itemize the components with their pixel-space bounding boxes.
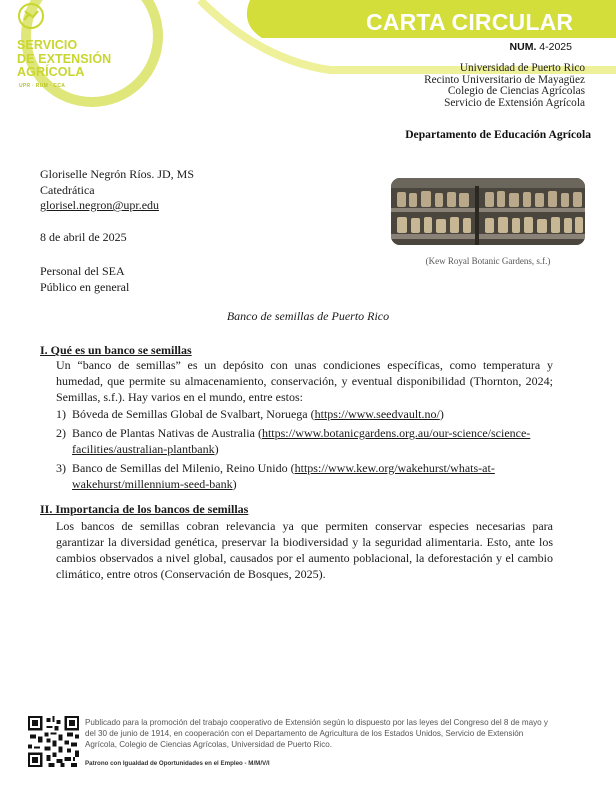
institution-line: Recinto Universitario de Mayagüez — [424, 73, 585, 86]
department-name: Departamento de Educación Agrícola — [405, 128, 591, 141]
list-item-close: ) — [439, 407, 444, 421]
institution-block — [424, 63, 585, 109]
num-value: 4-2025 — [539, 41, 572, 53]
list-item — [56, 425, 556, 457]
logo-line: DE EXTENSIÓN — [17, 51, 112, 66]
list-item-text: Banco de Plantas Nativas de Australia ( — [72, 426, 262, 440]
institution-line: Servicio de Extensión Agrícola — [444, 96, 585, 109]
section-paragraph: Los bancos de semillas cobran relevancia ya que permiten conservar especies necesarias para garantizar la diversidad genética, preservar la biodiversidad y la seguridad alimentaria. Esto, ante los cambios observados a nivel global, causados por el aumento poblacional, la deforestación y el cambio climático, entre otros (Conservación de Bosques, 2025). — [56, 519, 553, 581]
author-role: Catedrática — [40, 182, 95, 197]
institution-line: Colegio de Ciencias Agrícolas — [447, 85, 585, 97]
section-heading: I. Qué es un banco se semillas — [40, 343, 192, 357]
audience-line: Público en general — [40, 280, 130, 294]
audience-block — [40, 263, 129, 295]
list-item-number: 1) — [56, 407, 66, 421]
seed-bank-photo — [391, 178, 585, 245]
list-item — [56, 406, 556, 422]
list-item-link[interactable]: https://www.seedvault.no/ — [314, 407, 440, 421]
seed-bank-list — [56, 406, 556, 495]
list-item-link[interactable]: https://www.kew.org/wakehurst/whats-at-wakehurst/millennium-seed-bank — [72, 461, 495, 491]
equal-opportunity-note: Patrono con Igualdad de Oportunidades en el Empleo - M/M/V/I — [85, 760, 270, 767]
document-title: Banco de semillas de Puerto Rico — [226, 309, 390, 323]
list-item-number: 3) — [56, 461, 66, 475]
list-item-text: Bóveda de Semillas Global de Svalbart, Noruega ( — [72, 407, 315, 421]
list-item — [56, 460, 556, 492]
logo-subtitle: UPR · RUM · CCA — [19, 83, 66, 89]
qr-code-icon — [28, 716, 79, 767]
logo-wordmark — [17, 39, 111, 80]
logo-line: SERVICIO — [17, 38, 78, 52]
section-paragraph: Un “banco de semillas” es un depósito con unas condiciones específicas, como temperatura y humedad, que permite su almacenamiento, conservación, y eventual disponibilidad (Thornton, 2024; Semillas, s.f.). Hay varios en el mundo, entre estos: — [56, 358, 553, 404]
section-heading: II. Importancia de los bancos de semillas — [40, 502, 249, 516]
footer-legal-text: Publicado para la promoción del trabajo cooperativo de Extensión según lo dispuesto por las leyes del Congreso del 8 de mayo y del 30 de junio de 1914, en cooperación con el Departamento de Agricultura de los Estados Unidos, Servicio de Extensión Agrícola, Colegio de Ciencias Agrícolas, Universidad de Puerto Rico. — [85, 718, 548, 749]
document-type-title: CARTA CIRCULAR — [366, 9, 574, 35]
author-name: Gloriselle Negrón Ríos. JD, MS — [40, 167, 194, 181]
audience-line: Personal del SEA — [40, 264, 125, 278]
sea-logo-icon — [16, 2, 46, 30]
document-date: 8 de abril de 2025 — [40, 230, 127, 244]
list-item-number: 2) — [56, 426, 66, 440]
list-item-text: Banco de Semillas del Milenio, Reino Unido ( — [72, 461, 295, 475]
logo-line: AGRÍCOLA — [17, 65, 85, 79]
author-email-link[interactable]: glorisel.negron@upr.edu — [40, 198, 160, 212]
list-item-link[interactable]: https://www.botanicgardens.org.au/our-science/science-facilities/australian-plantbank — [72, 426, 531, 456]
author-block — [40, 167, 194, 214]
list-item-close: ) — [232, 477, 237, 491]
list-item-close: ) — [214, 442, 219, 456]
circular-number — [510, 41, 572, 53]
num-label: NUM. — [509, 41, 537, 53]
photo-caption: (Kew Royal Botanic Gardens, s.f.) — [425, 256, 551, 266]
institution-line: Universidad de Puerto Rico — [459, 62, 585, 74]
